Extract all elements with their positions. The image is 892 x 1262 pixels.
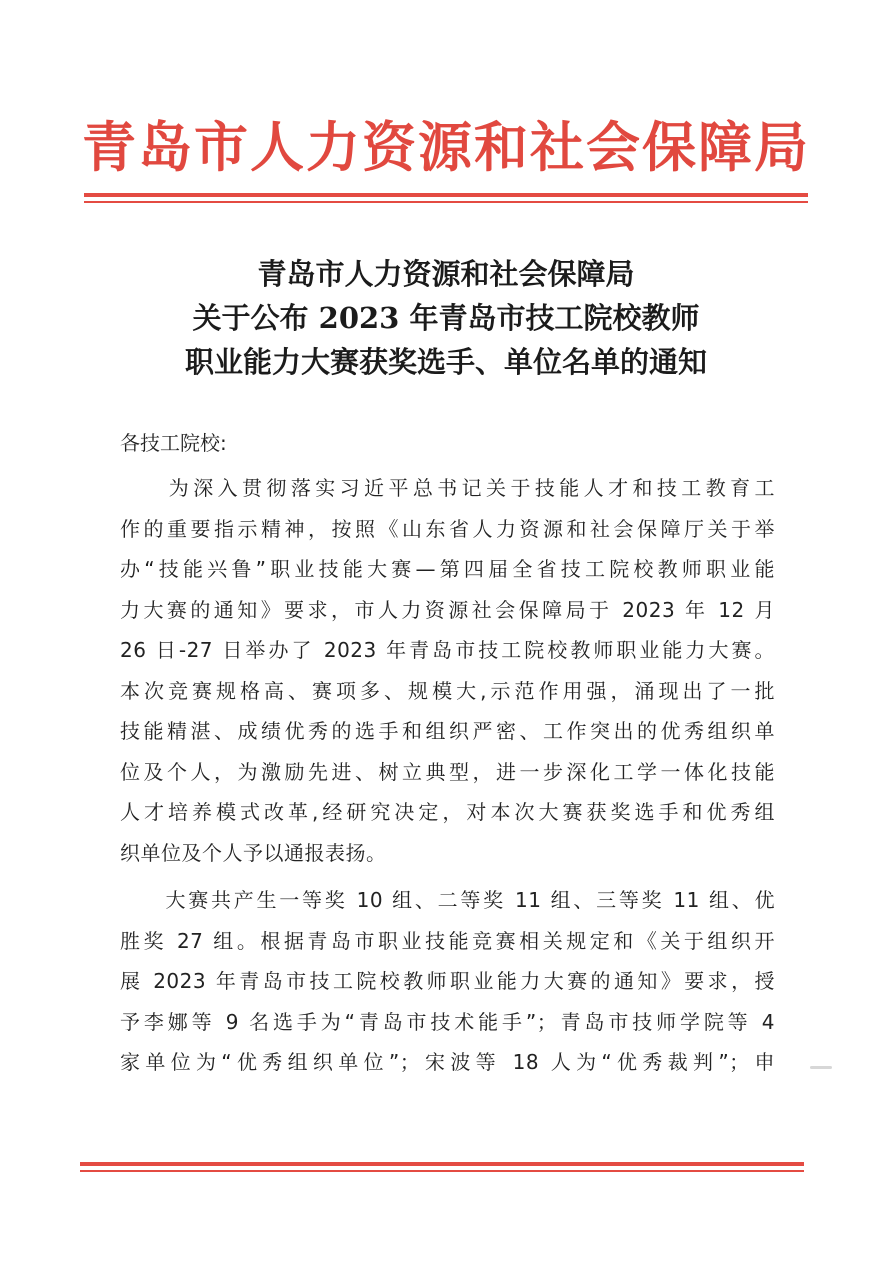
paragraph-line: 技能精湛、成绩优秀的选手和组织严密、工作突出的优秀组织单 [120,719,775,743]
paragraph-line: 作的重要指示精神，按照《山东省人力资源和社会保障厅关于举 [120,516,775,541]
paragraph-line: 家单位为“优秀组织单位”；宋波等 18 人为“优秀裁判”；申 [120,1050,775,1074]
paragraph-line: 织单位及个人予以通报表扬。 [120,840,387,865]
salutation: 各技工院校: [120,431,227,455]
document-title [0,252,892,384]
paragraph-line: 人才培养模式改革,经研究决定，对本次大赛获奖选手和优秀组 [120,800,775,824]
footer-divider-thin [80,1170,804,1172]
title-line-1: 青岛市人力资源和社会保障局 [257,257,635,291]
paragraph-line: 展 2023 年青岛市技工院校教师职业能力大赛的通知》要求，授 [120,969,775,993]
paragraph-line: 26 日-27 日举办了 2023 年青岛市技工院校教师职业能力大赛。 [120,638,775,662]
paragraph-line: 为深入贯彻落实习近平总书记关于技能人才和技工教育工 [120,476,775,500]
paragraph-line: 胜奖 27 组。根据青岛市职业技能竞赛相关规定和《关于组织开 [120,928,775,953]
paragraph-1 [120,468,775,873]
title-line-2: 关于公布 2023 年青岛市技工院校教师 [192,301,700,335]
paragraph-2 [120,880,775,1083]
paragraph-line: 位及个人，为激励先进、树立典型，进一步深化工学一体化技能 [120,759,775,784]
paragraph-line: 予李娜等 9 名选手为“青岛市技术能手”；青岛市技师学院等 4 [120,1009,775,1034]
paragraph-line: 本次竞赛规格高、赛项多、规模大,示范作用强，涌现出了一批 [120,678,775,703]
title-line-3: 职业能力大赛获奖选手、单位名单的通知 [184,345,707,379]
paragraph-line: 办“技能兴鲁”职业技能大赛—第四届全省技工院校教师职业能 [120,557,775,581]
footer-divider [80,1162,804,1172]
scan-mark [810,1066,832,1069]
header-divider [84,193,808,203]
paragraph-line: 力大赛的通知》要求，市人力资源社会保障局于 2023 年 12 月 [120,597,775,622]
agency-masthead: 青岛市人力资源和社会保障局 [82,118,810,178]
paragraph-line: 大赛共产生一等奖 10 组、二等奖 11 组、三等奖 11 组、优 [120,888,775,912]
header-divider-thin [84,201,808,203]
